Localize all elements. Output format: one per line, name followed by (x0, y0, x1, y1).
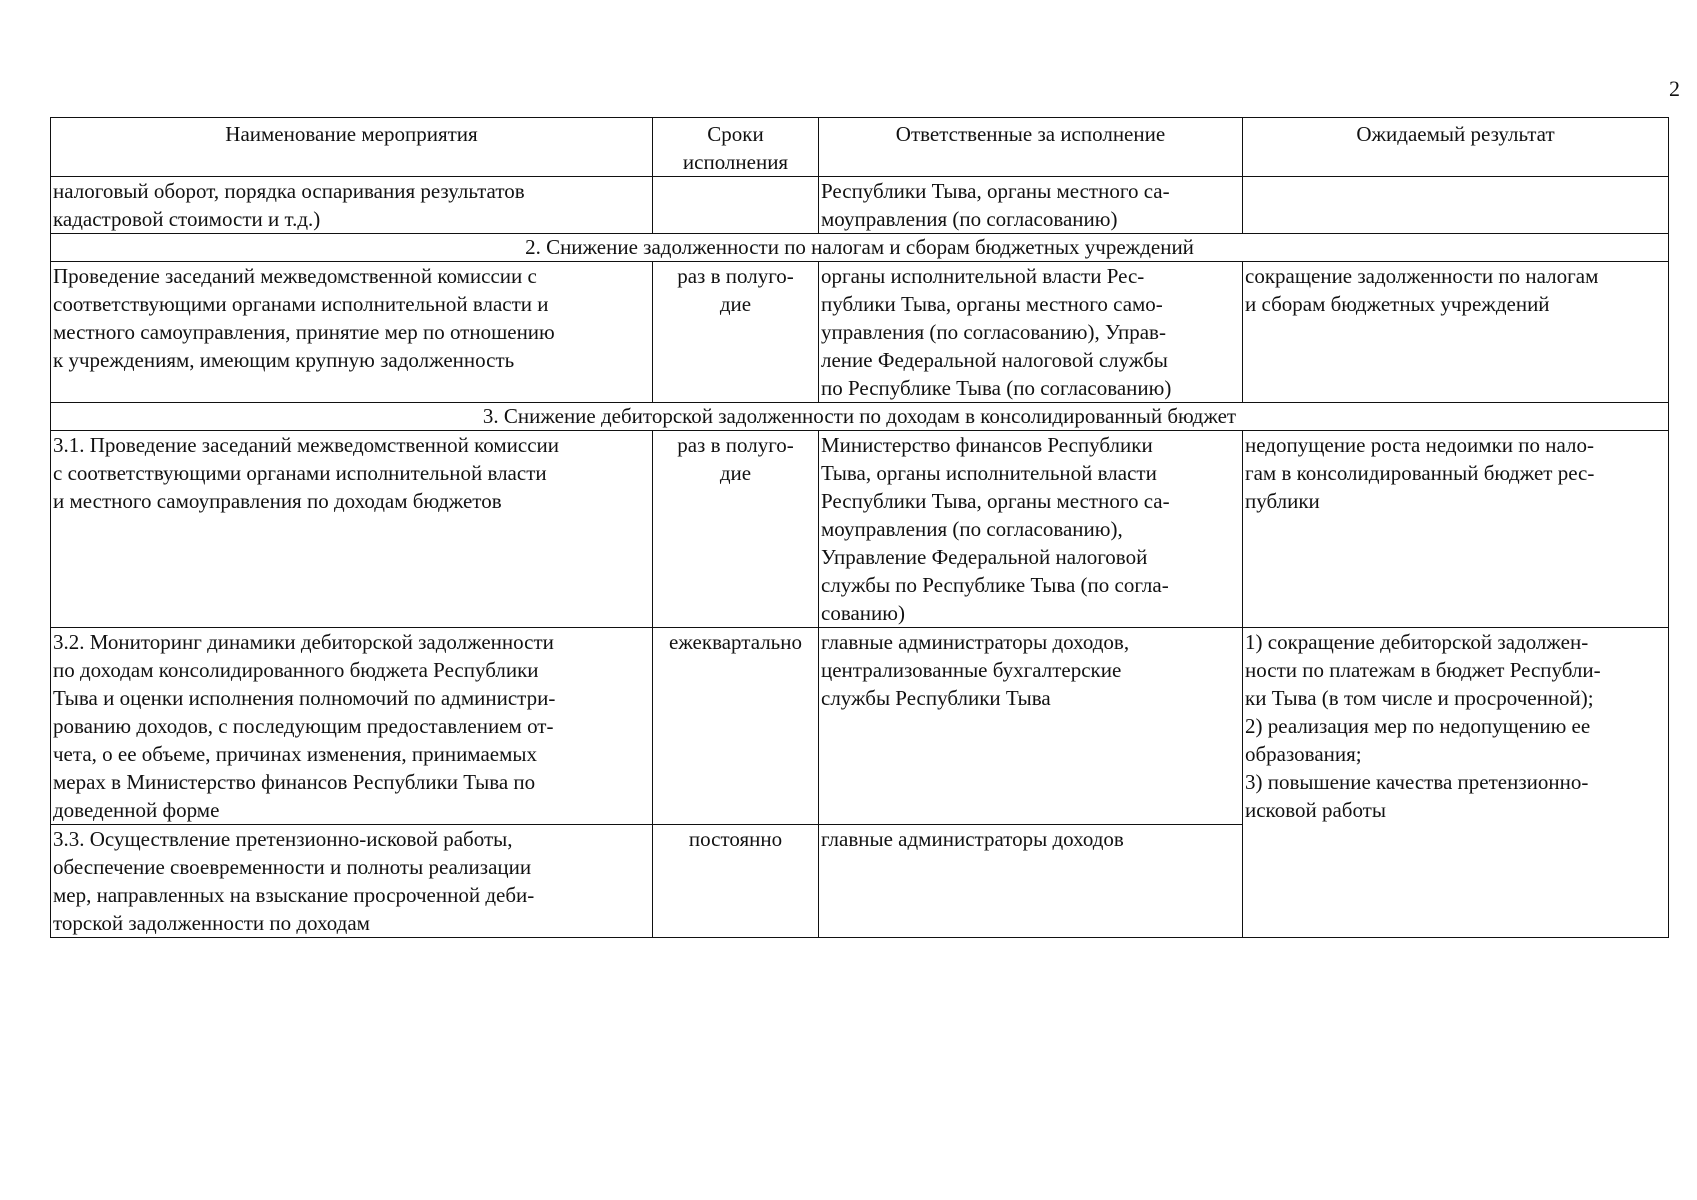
cell-responsible: органы исполнительной власти Рес- публики Тыва, органы местного само- управления (по согласованию), Управ- ление Федеральной налоговой службы по Республике Тыва (по согласованию) (819, 262, 1243, 403)
section-heading-row (51, 403, 1669, 431)
header-responsible: Ответственные за исполнение (819, 118, 1243, 177)
cell-responsible: Министерство финансов Республики Тыва, органы исполнительной власти Республики Тыва, органы местного са- моуправления (по согласованию), Управление Федеральной налоговой службы по Республике Тыва (по согла- сованию) (819, 431, 1243, 628)
section-heading-row (51, 234, 1669, 262)
header-name: Наименование мероприятия (51, 118, 653, 177)
table-row (51, 431, 1669, 628)
cell-result: недопущение роста недоимки по нало- гам в консолидированный бюджет рес- публики (1243, 431, 1669, 628)
header-deadline: Сроки исполнения (653, 118, 819, 177)
cell-result: 1) сокращение дебиторской задолжен- ности по платежам в бюджет Республи- ки Тыва (в том числе и просроченной); 2) реализация мер по недопущению ее образования; 3) повышение качества претензионно- исковой работы (1243, 628, 1669, 938)
cell-deadline (653, 177, 819, 234)
cell-responsible: Республики Тыва, органы местного са- моуправления (по согласованию) (819, 177, 1243, 234)
cell-name: Проведение заседаний межведомственной комиссии с соответствующими органами исполнительной власти и местного самоуправления, принятие мер по отношению к учреждениям, имеющим крупную задолженность (51, 262, 653, 403)
table-row (51, 262, 1669, 403)
table-header-row (51, 118, 1669, 177)
cell-name: 3.2. Мониторинг динамики дебиторской задолженности по доходам консолидированного бюджета Республики Тыва и оценки исполнения полномочий по администри- рованию доходов, с последующим предоставлением от- чета, о ее объеме, причинах изменения, принимаемых мерах в Министерство финансов Республики Тыва по доведенной форме (51, 628, 653, 825)
table-row (51, 628, 1669, 825)
cell-result: сокращение задолженности по налогам и сборам бюджетных учреждений (1243, 262, 1669, 403)
action-plan-table (50, 117, 1669, 938)
cell-name: налоговый оборот, порядка оспаривания результатов кадастровой стоимости и т.д.) (51, 177, 653, 234)
section-3-title: 3. Снижение дебиторской задолженности по доходам в консолидированный бюджет (51, 403, 1669, 431)
cell-deadline: раз в полуго- дие (653, 431, 819, 628)
cell-result (1243, 177, 1669, 234)
cell-deadline: постоянно (653, 825, 819, 938)
cell-responsible: главные администраторы доходов (819, 825, 1243, 938)
cell-name: 3.1. Проведение заседаний межведомственной комиссии с соответствующими органами исполнительной власти и местного самоуправления по доходам бюджетов (51, 431, 653, 628)
cell-deadline: ежеквартально (653, 628, 819, 825)
cell-deadline: раз в полуго- дие (653, 262, 819, 403)
cell-name: 3.3. Осуществление претензионно-исковой работы, обеспечение своевременности и полноты реализации мер, направленных на взыскание просроченной деби- торской задолженности по доходам (51, 825, 653, 938)
header-result: Ожидаемый результат (1243, 118, 1669, 177)
cell-responsible: главные администраторы доходов, централизованные бухгалтерские службы Республики Тыва (819, 628, 1243, 825)
table-row (51, 177, 1669, 234)
page-number: 2 (1669, 76, 1680, 101)
section-2-title: 2. Снижение задолженности по налогам и сборам бюджетных учреждений (51, 234, 1669, 262)
